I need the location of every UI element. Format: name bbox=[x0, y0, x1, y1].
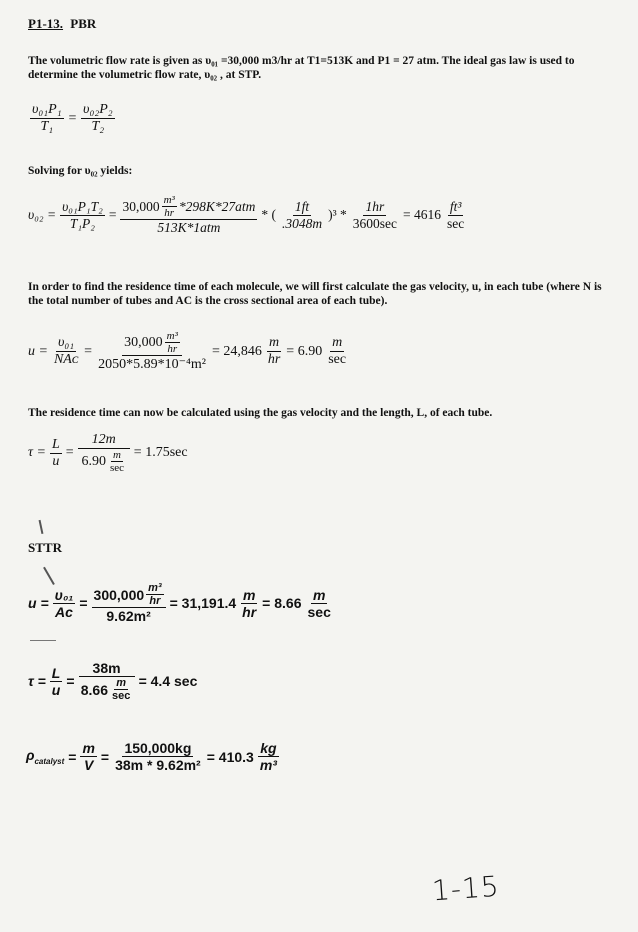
sttr-rho-result-unit bbox=[258, 740, 279, 773]
sttr-tau-den-unit bbox=[110, 677, 132, 702]
sttr-u-frac2-den: 9.62m² bbox=[106, 608, 151, 624]
sttr-title: STTR bbox=[28, 540, 62, 555]
u-frac2 bbox=[96, 330, 208, 373]
v02-equation: υ₀₂ = $\frac{\text{υ₀₁P₁T₂}}{\text{T₁P₂}}$ = 30,000 $\frac{\text{m³}}{hr}$ *298K*27atm 513K*1atm * ( $\frac{1ft}{.3048m}$ )³ * $\frac{1hr}{3600\sec}$ = 4616 $\frac{\text{ft³}}{\sec}$ bbox=[28, 194, 465, 235]
sttr-u-num-value: 300,000 bbox=[93, 586, 145, 603]
sttr-rho-unit-den: m³ bbox=[259, 757, 277, 773]
rho-symbol: ρ bbox=[26, 747, 35, 764]
residence-time-paragraph: The residence time can now be calculated using the gas velocity and the length, L, of each tube. bbox=[28, 407, 493, 419]
u-frac1-den: NAᴄ bbox=[53, 352, 79, 367]
sttr-u-equation: u = $\frac{\text{υ₀₁}}{\text{Aᴄ}}$ = 300,000 $\frac{\text{m³}}{hr}$ 9.62m² = 31,191.4 $\frac{m}{hr}$ = 8.66 $\frac{m}{\sec}$ bbox=[28, 582, 331, 624]
sttr-u-num-unit-num: m³ bbox=[148, 582, 162, 594]
v02-frac1-den: T₁P₂ bbox=[69, 215, 96, 231]
sttr-u-result1-unit bbox=[240, 587, 258, 620]
u-result1-unit-den: hr bbox=[267, 352, 281, 367]
v02-frac1-num: υ₀₁P₁T₂ bbox=[62, 198, 103, 214]
sttr-rho-frac2-den: 38m * 9.62m² bbox=[115, 757, 201, 773]
v02-conv2-den: 3600sec bbox=[352, 215, 397, 231]
sttr-tau-result: = 4.4 sec bbox=[138, 673, 198, 689]
sttr-u-num-unit-den: hr bbox=[149, 595, 161, 607]
v02-conv1 bbox=[280, 199, 324, 232]
v02-frac2-rest: *298K*27atm bbox=[178, 198, 256, 214]
sttr-tau-frac2-den bbox=[79, 677, 135, 702]
sttr-rho-result: = 410.3 bbox=[206, 748, 254, 765]
u-result2-unit-den: sec bbox=[328, 352, 347, 367]
rho-equals: = bbox=[68, 748, 77, 765]
sttr-rho-unit-num: kg bbox=[260, 740, 277, 756]
u-result1-unit-num: m bbox=[269, 335, 280, 350]
tau-lhs: τ = bbox=[28, 445, 46, 460]
tau-frac1 bbox=[50, 437, 62, 470]
v02-frac1 bbox=[60, 199, 105, 232]
gas-law-left bbox=[30, 102, 64, 135]
v02-frac2-den: 513K*1atm bbox=[157, 220, 221, 235]
sttr-u-frac2 bbox=[92, 582, 166, 624]
sttr-u-num-unit bbox=[146, 582, 163, 607]
sttr-rho-frac2 bbox=[113, 740, 203, 773]
sttr-rho-frac1 bbox=[80, 740, 96, 773]
u-equation: u = $\frac{\text{υ₀₁}}{\text{NAᴄ}}$ = 30,000 $\frac{\text{m³}}{hr}$ 2050*5.89*10⁻⁴m² = 24,846 $\frac{m}{hr}$ = 6.90 $\frac{m}{\sec}$ bbox=[28, 330, 347, 372]
v02-frac2-unit bbox=[162, 194, 177, 219]
tau-equation: τ = $\frac{L}{u}$ = 12m 6.90 $\frac{m}{\sec}$ = 1.75sec bbox=[28, 432, 188, 474]
sttr-u-result2-unit bbox=[306, 587, 333, 620]
solving-text: Solving for υ₀₂ yields: bbox=[28, 165, 133, 177]
v02-conv2 bbox=[351, 199, 399, 232]
u-num-value: 30,000 bbox=[124, 334, 163, 350]
v02-unit-num: m³ bbox=[163, 194, 175, 206]
tau-frac2-den bbox=[79, 449, 128, 474]
tau-den-value: 6.90 bbox=[81, 453, 106, 469]
gas-law-left-den: T₁ bbox=[40, 119, 54, 134]
v02-conv1-den: .3048m bbox=[281, 215, 323, 231]
gas-law-right-num: υ₀₂P₂ bbox=[83, 102, 113, 117]
sttr-tau-frac2 bbox=[79, 660, 135, 702]
sttr-tau-den-unit-num: m bbox=[116, 677, 127, 689]
rho-subscript: catalyst bbox=[34, 756, 65, 766]
problem-label: P1-13. bbox=[28, 16, 64, 31]
problem-header bbox=[28, 16, 96, 32]
tau-den-unit-den: sec bbox=[109, 462, 124, 474]
page-number: 1-15 bbox=[430, 869, 501, 908]
problem-title: PBR bbox=[70, 16, 97, 31]
stray-mark bbox=[39, 520, 43, 534]
sttr-rho-equation: $\rho_{catalyst}$ = $\frac{m}{V}$ = $\frac{150,000kg}{\text{38m * 9.62m²}}$ = 410.3 $\frac{kg}{\text{m³}}$ bbox=[26, 740, 277, 773]
sttr-u-frac1-den: Aᴄ bbox=[55, 603, 73, 620]
u-num-unit-den: hr bbox=[167, 343, 178, 355]
gas-law-left-num: υ₀₁P₁ bbox=[32, 102, 62, 117]
equals-sign: = bbox=[67, 110, 78, 126]
u-lhs: u = bbox=[28, 343, 48, 359]
u-result1: = 24,846 bbox=[211, 343, 262, 359]
sttr-u-lhs: u = bbox=[28, 595, 49, 611]
u-frac2-num bbox=[122, 330, 182, 356]
u-result2-unit-num: m bbox=[332, 335, 343, 350]
v02-frac2-num bbox=[120, 194, 257, 220]
sttr-u-frac1 bbox=[53, 587, 76, 620]
tau-frac1-num: L bbox=[51, 436, 60, 452]
u-result2-unit bbox=[326, 335, 348, 368]
u-frac2-den: 2050*5.89*10⁻⁴m² bbox=[98, 357, 206, 372]
sttr-u-frac2-num bbox=[92, 582, 166, 608]
sttr-rho-frac1-den: V bbox=[84, 757, 94, 773]
sttr-tau-den-value: 8.66 bbox=[80, 681, 108, 698]
tau-den-unit bbox=[108, 449, 126, 474]
sttr-tau-den-unit-den: sec bbox=[112, 690, 131, 702]
v02-frac2 bbox=[120, 194, 257, 236]
sttr-tau-frac2-num: 38m bbox=[79, 660, 135, 677]
sttr-tau-frac1 bbox=[50, 665, 63, 698]
sttr-u-result1-unit-num: m bbox=[242, 586, 256, 603]
stray-mark bbox=[30, 640, 56, 641]
intro-paragraph: The volumetric flow rate is given as υ₀₁ =30,000 m3/hr at T1=513K and P1 = 27 atm. The ideal gas law is used to determine the volumetric flow rate, υ₀₂ , at STP. bbox=[28, 55, 575, 81]
v02-frac2-value: 30,000 bbox=[122, 198, 160, 214]
sttr-u-result2-unit-den: sec bbox=[307, 603, 331, 620]
u-num-unit bbox=[165, 330, 180, 355]
sttr-rho-frac1-num: m bbox=[82, 740, 95, 756]
tau-frac2-num: 12m bbox=[78, 432, 130, 449]
v02-result-unit-num: ft³ bbox=[449, 198, 462, 214]
gas-law-right bbox=[81, 102, 115, 135]
sttr-u-result2: = 8.66 bbox=[262, 595, 302, 611]
u-frac1-num: υ₀₁ bbox=[57, 335, 75, 350]
v02-unit-den: hr bbox=[164, 207, 175, 219]
tau-den-unit-num: m bbox=[113, 449, 121, 461]
u-num-unit-num: m³ bbox=[166, 330, 178, 342]
v02-result-unit bbox=[445, 199, 466, 232]
sttr-rho-frac2-num: 150,000kg bbox=[124, 740, 192, 756]
v02-lhs: υ₀₂ = bbox=[28, 207, 57, 222]
sttr-tau-frac1-den: u bbox=[51, 681, 61, 698]
tau-frac2 bbox=[78, 432, 130, 474]
v02-result-unit-den: sec bbox=[447, 215, 465, 231]
sttr-tau-lhs: τ = bbox=[28, 673, 46, 689]
u-frac1 bbox=[52, 335, 80, 368]
sttr-tau-equation: τ = $\frac{L}{u}$ = 38m 8.66 $\frac{m}{\sec}$ = 4.4 sec bbox=[28, 660, 198, 702]
residence-paragraph: In order to find the residence time of each molecule, we will first calculate the gas velocity, u, in each tube (where N is the total number of tubes and AC is the cross sectional area of each tube). bbox=[28, 281, 602, 307]
u-result2: = 6.90 bbox=[286, 343, 323, 359]
tau-frac1-den: u bbox=[52, 453, 60, 469]
v02-result: = 4616 bbox=[403, 207, 441, 222]
gas-law-equation bbox=[30, 102, 115, 135]
sttr-u-result1-unit-den: hr bbox=[242, 603, 257, 620]
u-result1-unit bbox=[266, 335, 282, 368]
tau-result: = 1.75sec bbox=[133, 445, 188, 460]
v02-conv2-num: 1hr bbox=[365, 198, 385, 214]
gas-law-right-den: T₂ bbox=[91, 119, 105, 134]
v02-conv1-exp: )³ * bbox=[328, 207, 347, 222]
sttr-u-result2-unit-num: m bbox=[312, 586, 326, 603]
sttr-u-frac1-num: υ₀₁ bbox=[54, 586, 74, 603]
sttr-rho-lhs bbox=[26, 747, 64, 766]
sttr-u-result1: = 31,191.4 bbox=[169, 595, 237, 611]
v02-conv1-num: 1ft bbox=[294, 198, 310, 214]
sttr-tau-frac1-num: L bbox=[51, 664, 61, 681]
